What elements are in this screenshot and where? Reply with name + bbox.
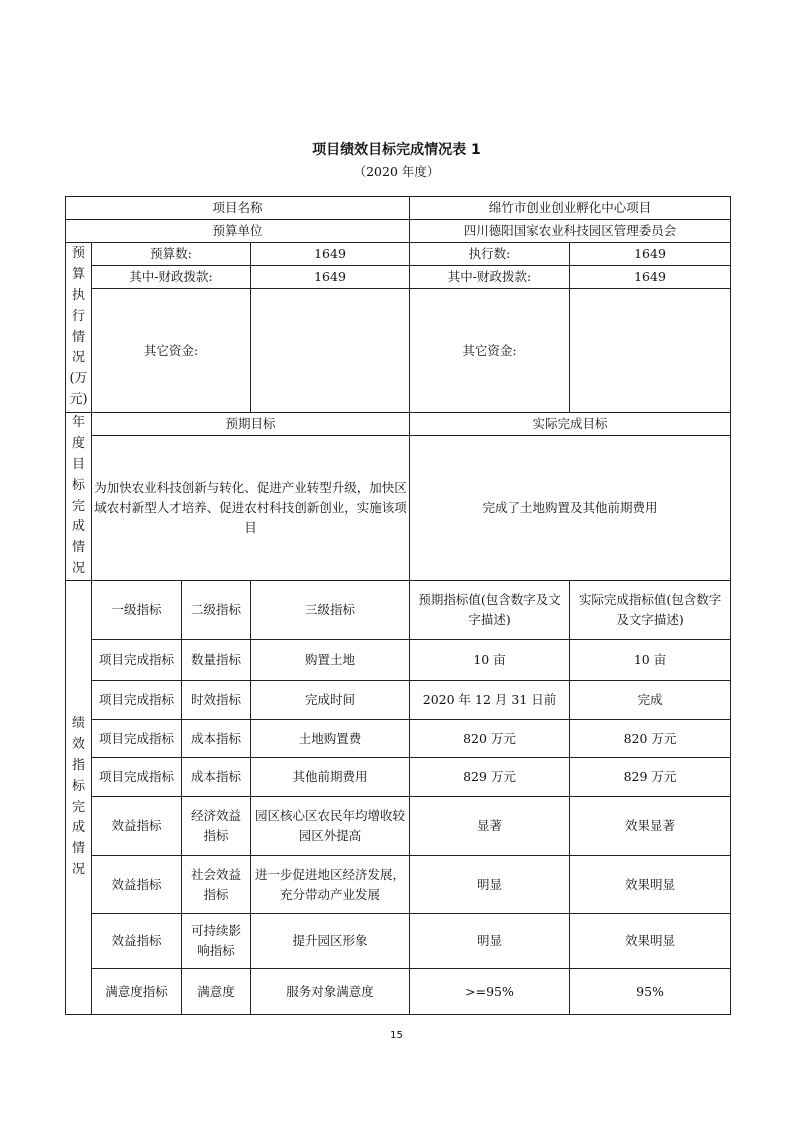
annual-content-row bbox=[66, 436, 731, 581]
exec-amount-label: 执行数: bbox=[410, 243, 570, 266]
cell-level3: 其他前期费用 bbox=[251, 758, 410, 797]
page-subtitle: （2020 年度） bbox=[353, 164, 440, 179]
exec-amount-value: 1649 bbox=[570, 243, 731, 266]
cell-level2: 满意度 bbox=[182, 969, 251, 1015]
other-funds-label-left: 其它资金: bbox=[92, 289, 251, 413]
table-row bbox=[66, 914, 731, 969]
cell-actual: 829 万元 bbox=[570, 758, 731, 797]
fiscal-label-left: 其中-财政拨款: bbox=[92, 266, 251, 289]
header-level3: 三级指标 bbox=[251, 581, 410, 640]
cell-level1: 效益指标 bbox=[92, 914, 182, 969]
budget-unit-row bbox=[66, 220, 731, 243]
cell-level2: 经济效益指标 bbox=[182, 797, 251, 856]
fiscal-value-right: 1649 bbox=[570, 266, 731, 289]
header-level2: 二级指标 bbox=[182, 581, 251, 640]
header-expected-value: 预期指标值(包含数字及文字描述) bbox=[410, 581, 570, 640]
cell-expected: 10 亩 bbox=[410, 640, 570, 681]
actual-target-text: 完成了土地购置及其他前期费用 bbox=[410, 436, 731, 581]
expected-target-header: 预期目标 bbox=[92, 413, 410, 436]
cell-expected: 显著 bbox=[410, 797, 570, 856]
cell-level1: 效益指标 bbox=[92, 797, 182, 856]
cell-expected: 820 万元 bbox=[410, 720, 570, 758]
annual-side-label: 年 度 目 标 完 成 情 况 bbox=[66, 413, 92, 581]
other-funds-row bbox=[66, 289, 731, 413]
cell-actual: 95% bbox=[570, 969, 731, 1015]
cell-actual: 效果显著 bbox=[570, 797, 731, 856]
cell-expected: 明显 bbox=[410, 914, 570, 969]
table-row bbox=[66, 681, 731, 720]
cell-level3: 完成时间 bbox=[251, 681, 410, 720]
indicator-header-row bbox=[66, 581, 731, 640]
project-name-row bbox=[66, 197, 731, 220]
budget-row bbox=[66, 243, 731, 266]
cell-actual: 效果明显 bbox=[570, 914, 731, 969]
cell-expected: >=95% bbox=[410, 969, 570, 1015]
cell-expected: 829 万元 bbox=[410, 758, 570, 797]
annual-header-row bbox=[66, 413, 731, 436]
other-funds-value-left bbox=[251, 289, 410, 413]
table-row bbox=[66, 758, 731, 797]
cell-level2: 社会效益指标 bbox=[182, 856, 251, 914]
cell-level2: 成本指标 bbox=[182, 758, 251, 797]
actual-target-header: 实际完成目标 bbox=[410, 413, 731, 436]
fiscal-label-right: 其中-财政拨款: bbox=[410, 266, 570, 289]
budget-unit-value: 四川德阳国家农业科技园区管理委员会 bbox=[410, 220, 731, 243]
budget-unit-label: 预算单位 bbox=[66, 220, 410, 243]
cell-expected: 2020 年 12 月 31 日前 bbox=[410, 681, 570, 720]
other-funds-value-right bbox=[570, 289, 731, 413]
cell-level3: 土地购置费 bbox=[251, 720, 410, 758]
project-name-label: 项目名称 bbox=[66, 197, 410, 220]
page-number: 15 bbox=[390, 1030, 403, 1041]
cell-actual: 完成 bbox=[570, 681, 731, 720]
table-row bbox=[66, 856, 731, 914]
cell-level2: 数量指标 bbox=[182, 640, 251, 681]
table-row bbox=[66, 969, 731, 1015]
cell-level2: 时效指标 bbox=[182, 681, 251, 720]
cell-level1: 项目完成指标 bbox=[92, 758, 182, 797]
budget-side-label: 预 算 执 行 情 况 (万 元) bbox=[66, 243, 92, 413]
page-title: 项目绩效目标完成情况表 1 bbox=[312, 142, 481, 158]
table-row bbox=[66, 720, 731, 758]
other-funds-label-right: 其它资金: bbox=[410, 289, 570, 413]
cell-level3: 服务对象满意度 bbox=[251, 969, 410, 1015]
header-level1: 一级指标 bbox=[92, 581, 182, 640]
table-row bbox=[66, 797, 731, 856]
cell-level1: 项目完成指标 bbox=[92, 640, 182, 681]
performance-side-label: 绩 效 指 标 完 成 情 况 bbox=[66, 581, 92, 1015]
budget-amount-label: 预算数: bbox=[92, 243, 251, 266]
cell-level1: 项目完成指标 bbox=[92, 681, 182, 720]
cell-level3: 购置土地 bbox=[251, 640, 410, 681]
cell-level1: 项目完成指标 bbox=[92, 720, 182, 758]
cell-level3: 园区核心区农民年均增收较园区外提高 bbox=[251, 797, 410, 856]
performance-table bbox=[65, 196, 731, 1015]
cell-level1: 效益指标 bbox=[92, 856, 182, 914]
cell-level3: 提升园区形象 bbox=[251, 914, 410, 969]
cell-level3: 进一步促进地区经济发展，充分带动产业发展 bbox=[251, 856, 410, 914]
fiscal-row bbox=[66, 266, 731, 289]
cell-level2: 成本指标 bbox=[182, 720, 251, 758]
table-row bbox=[66, 640, 731, 681]
cell-actual: 效果明显 bbox=[570, 856, 731, 914]
expected-target-text: 为加快农业科技创新与转化、促进产业转型升级，加快区域农村新型人才培养、促进农村科技创新创业，实施该项目 bbox=[92, 436, 410, 581]
cell-actual: 820 万元 bbox=[570, 720, 731, 758]
budget-amount-value: 1649 bbox=[251, 243, 410, 266]
cell-level1: 满意度指标 bbox=[92, 969, 182, 1015]
fiscal-value-left: 1649 bbox=[251, 266, 410, 289]
header-actual-value: 实际完成指标值(包含数字及文字描述) bbox=[570, 581, 731, 640]
project-name-value: 绵竹市创业创业孵化中心项目 bbox=[410, 197, 731, 220]
cell-level2: 可持续影响指标 bbox=[182, 914, 251, 969]
cell-actual: 10 亩 bbox=[570, 640, 731, 681]
cell-expected: 明显 bbox=[410, 856, 570, 914]
